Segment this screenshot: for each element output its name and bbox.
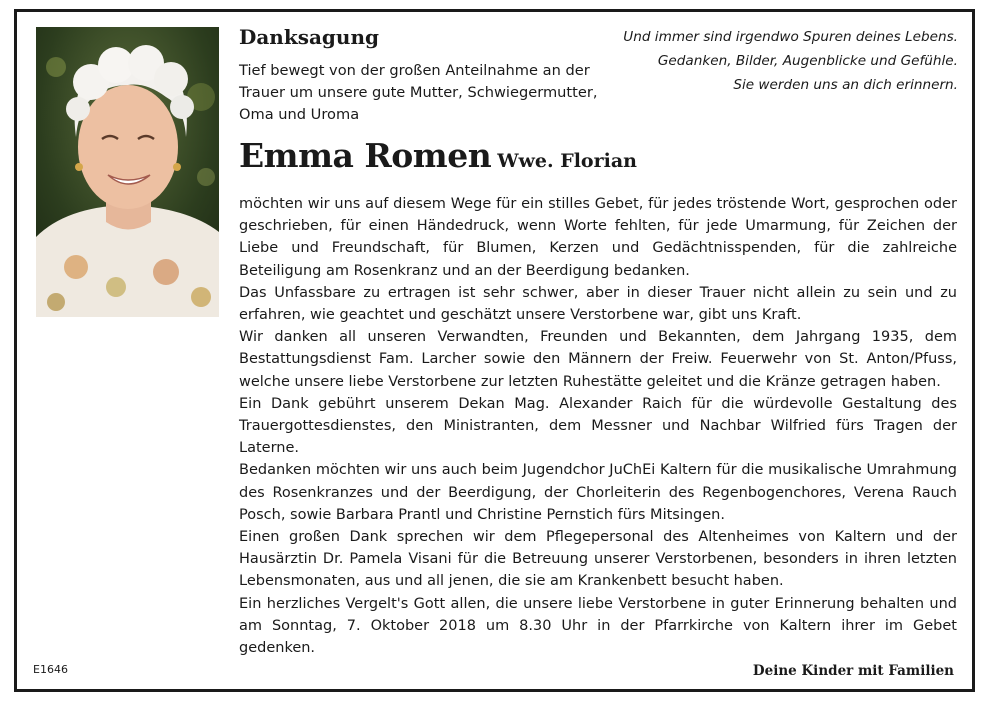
deceased-name-main: Emma Romen — [239, 136, 492, 175]
memorial-quote — [598, 25, 958, 97]
notice-heading: Danksagung — [239, 25, 379, 49]
portrait-photo — [36, 27, 219, 317]
portrait-illustration — [36, 27, 219, 317]
quote-line: Gedanken, Bilder, Augenblicke und Gefühle. — [657, 53, 958, 69]
deceased-name — [239, 136, 637, 175]
body-paragraph: Einen großen Dank sprechen wir dem Pflegepersonal des Altenheimes von Kaltern und der Hausärztin Dr. Pamela Visani für die Betreuung unserer Verstorbenen, besonders in ihren letzten Lebensmonaten, aus und all jenen, die sie am Krankenbett besucht haben. — [239, 529, 957, 590]
body-paragraph: Bedanken möchten wir uns auch beim Jugendchor JuChEi Kaltern für die musikalische Umrahmung des Rosenkranzes und der Beerdigung, der Chorleiterin des Regenbogenchores, Verena Rauch Posch, sowie Barbara Prantl und Christine Pernstich fürs Mitsingen. — [239, 462, 957, 523]
intro-text: Tief bewegt von der großen Anteilnahme an der Trauer um unsere gute Mutter, Schwiegermutter, Oma und Uroma — [239, 62, 598, 123]
quote-line: Und immer sind irgendwo Spuren deines Lebens. — [623, 29, 958, 45]
body-paragraph: Ein herzliches Vergelt's Gott allen, die unsere liebe Verstorbene in guter Erinnerung behalten und am Sonntag, 7. Oktober 2018 um 8.30 Uhr in der Pfarrkirche von Kaltern ihrer im Gebet gedenken. — [239, 595, 957, 657]
deceased-name-suffix: Wwe. Florian — [497, 150, 637, 172]
quote-line: Sie werden uns an dich erinnern. — [733, 77, 958, 93]
thank-you-body — [239, 193, 957, 659]
body-paragraph: Ein Dank gebührt unserem Dekan Mag. Alexander Raich für die würdevolle Gestaltung des Trauergottesdienstes, den Ministranten, dem Messner und Nachbar Wilfried fürs Tragen der Laterne. — [239, 395, 957, 457]
body-paragraph: möchten wir uns auf diesem Wege für ein stilles Gebet, für jedes tröstende Wort, gesprochen oder geschrieben, für einen Händedruck, wenn Worte fehlten, für jede Umarmung, für Zeichen der Liebe und Freundschaft, für Blumen, Kerzen und Gedächtnisspenden, für die zahlreiche Beteiligung am Rosenkranz und an der Beerdigung bedanken. — [239, 196, 957, 279]
notice-code: E1646 — [33, 663, 68, 676]
obituary-notice — [14, 9, 975, 692]
signature: Deine Kinder mit Familien — [752, 663, 954, 679]
body-paragraph: Wir danken all unseren Verwandten, Freunden und Bekannten, dem Jahrgang 1935, dem Bestattungsdienst Fam. Larcher sowie den Männern der Freiw. Feuerwehr von St. Anton/Pfuss, welche unsere liebe Verstorbene zur letzten Ruhestätte geleitet und die Kränze getragen haben. — [239, 329, 957, 390]
body-paragraph: Das Unfassbare zu ertragen ist sehr schwer, aber in dieser Trauer nicht allein zu sein und zu erfahren, wie geachtet und geschätzt unsere Verstorbene war, gibt uns Kraft. — [239, 284, 957, 324]
